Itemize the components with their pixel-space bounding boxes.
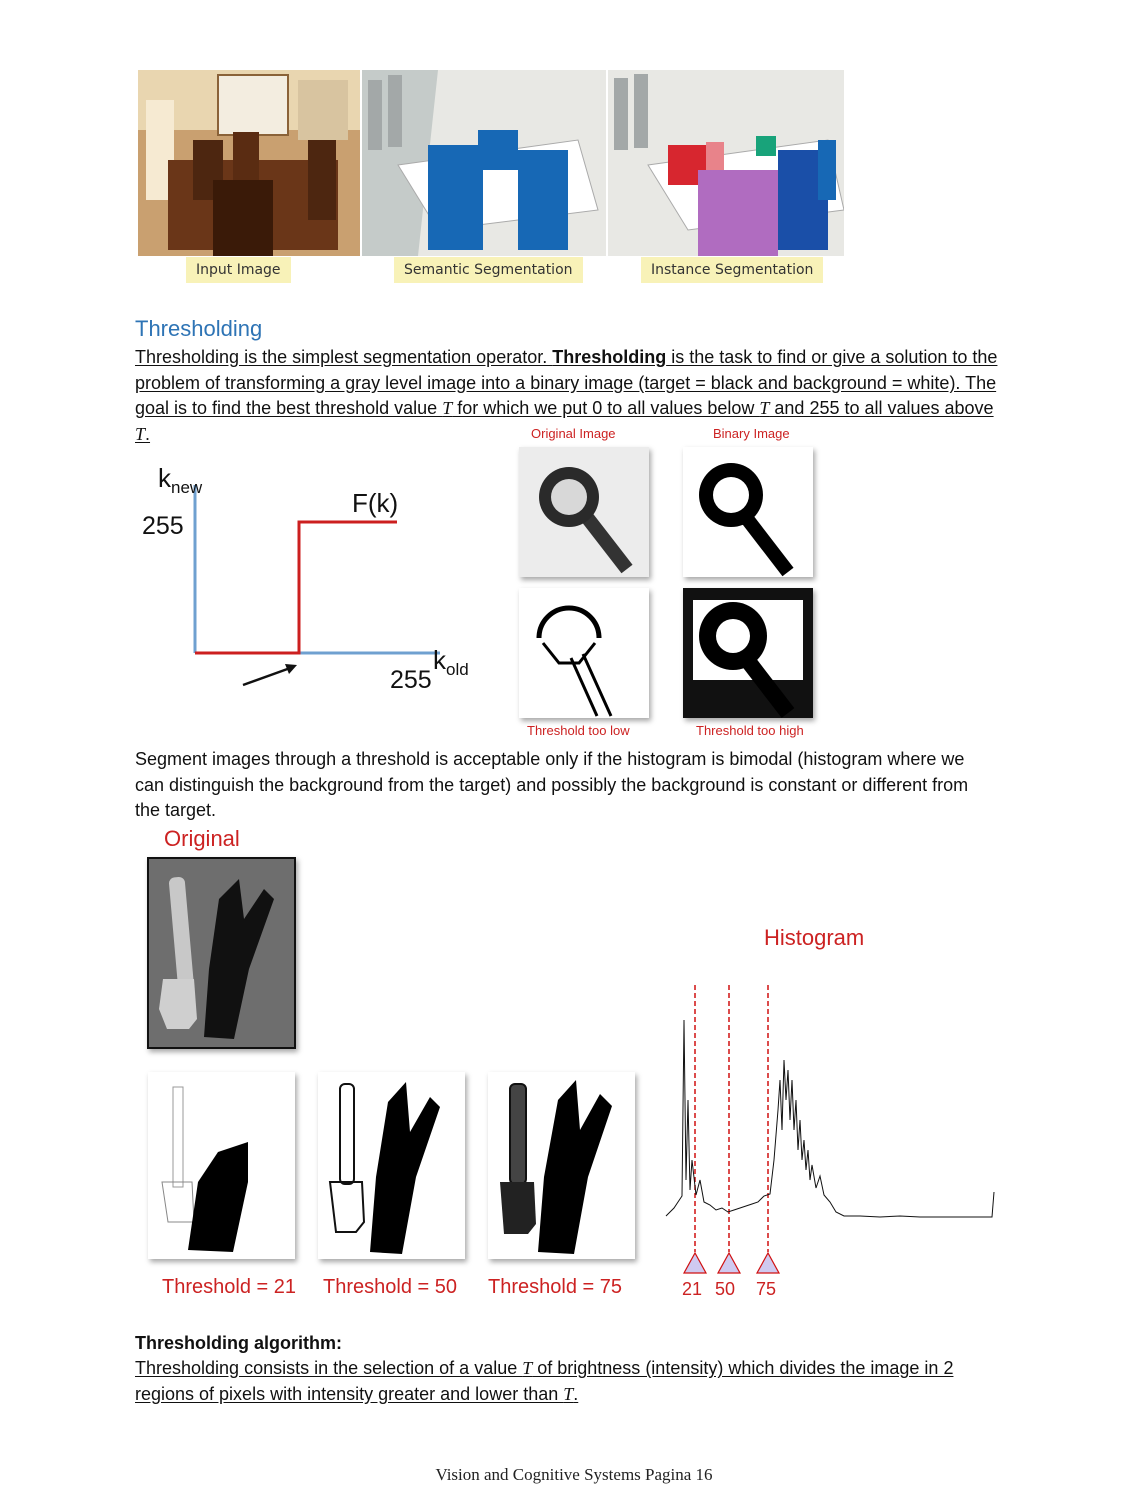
original-rod-image [519, 447, 649, 577]
page-footer: Vision and Cognitive Systems Pagina 16 [435, 1465, 713, 1484]
caption-threshold-75: Threshold = 75 [488, 1276, 622, 1298]
binary-rod-image [683, 447, 813, 577]
y-axis-label-k: k [158, 463, 171, 493]
threshold-too-low-image [519, 588, 649, 718]
too-low-svg [519, 588, 649, 718]
y-axis-label-sub: new [171, 478, 203, 498]
histogram-curve [666, 1020, 994, 1217]
too-high-svg [683, 588, 813, 718]
threshold-50-svg [318, 1072, 465, 1259]
caption-original: Original [164, 826, 240, 851]
math-T-2: T [759, 398, 770, 418]
caption-original-image: Original Image [531, 426, 616, 441]
original-wrench-svg [149, 859, 294, 1047]
marker-50 [718, 1253, 740, 1273]
caption-threshold-21: Threshold = 21 [162, 1276, 296, 1298]
marker-label-75: 75 [756, 1279, 777, 1299]
caption-input-image: Input Image [186, 257, 291, 283]
math-T-1: T [442, 398, 453, 418]
caption-threshold-too-low: Threshold too low [527, 723, 630, 738]
binary-rod-svg [683, 447, 813, 577]
step-function-curve [195, 522, 397, 653]
para1-c: is the task to find or give a solution to the problem of transforming a gray level image into a binary image (target = black and background = white). The goal is to find the best threshold value [135, 347, 998, 418]
caption-binary-image: Binary Image [713, 426, 790, 441]
marker-label-50: 50 [715, 1279, 736, 1299]
algorithm-text-a: Thresholding consists in the selection of a value [135, 1358, 523, 1378]
x-axis-value: 255 [390, 666, 432, 694]
para1-d: for which we put 0 to all values below [452, 398, 760, 418]
threshold-50-image [318, 1072, 465, 1259]
y-axis-label [158, 463, 202, 498]
x-axis-label-sub: old [446, 660, 469, 680]
segmentation-images [138, 70, 844, 256]
original-rod-svg [519, 447, 649, 577]
marker-label-21: 21 [682, 1279, 703, 1299]
marker-21 [684, 1253, 706, 1273]
histogram-plot [660, 980, 1000, 1280]
bimodal-paragraph: Segment images through a threshold is acceptable only if the histogram is bimodal (histogram where we can distinguish the background from the target) and possibly the background is constant or different from the target. [135, 749, 969, 820]
algorithm-math-T-2: T [563, 1383, 574, 1404]
original-wrench-image [147, 857, 296, 1049]
histogram-svg [660, 980, 1000, 1280]
threshold-21-svg [148, 1072, 295, 1259]
algorithm-math-T-1: T [522, 1358, 533, 1378]
threshold-75-svg [488, 1072, 635, 1259]
caption-threshold-too-high: Threshold too high [696, 723, 804, 738]
algorithm-heading-text: Thresholding algorithm: [135, 1333, 342, 1353]
caption-threshold-50: Threshold = 50 [323, 1276, 457, 1298]
caption-semantic-segmentation: Semantic Segmentation [394, 257, 583, 283]
threshold-75-image [488, 1072, 635, 1259]
y-axis-value: 255 [142, 512, 184, 540]
threshold-too-high-image [683, 588, 813, 718]
histogram-title: Histogram [764, 925, 865, 950]
caption-instance-segmentation: Instance Segmentation [641, 257, 823, 283]
para1-a: Thresholding is the simplest segmentation operator. [135, 347, 553, 367]
para1-end: . [145, 423, 151, 444]
curve-label: F(k) [352, 488, 399, 518]
segmentation-figure [138, 70, 844, 256]
section-heading: Thresholding [135, 316, 263, 341]
x-axis-label [433, 645, 469, 680]
para1-e: and 255 to all values above [769, 398, 994, 418]
threshold-21-image [148, 1072, 295, 1259]
marker-75 [757, 1253, 779, 1273]
para1-bold: Thresholding [552, 347, 667, 367]
algorithm-text-end: . [573, 1383, 579, 1404]
algorithm-text-b: of brightness (intensity) which divides the image in 2 regions of pixels with intensity greater and lower than [135, 1358, 954, 1404]
math-T-3: T [135, 423, 146, 444]
x-axis-label-k: k [433, 645, 446, 675]
threshold-arrow [243, 667, 293, 685]
algorithm-heading [135, 1331, 342, 1357]
algorithm-paragraph [135, 1356, 1005, 1407]
